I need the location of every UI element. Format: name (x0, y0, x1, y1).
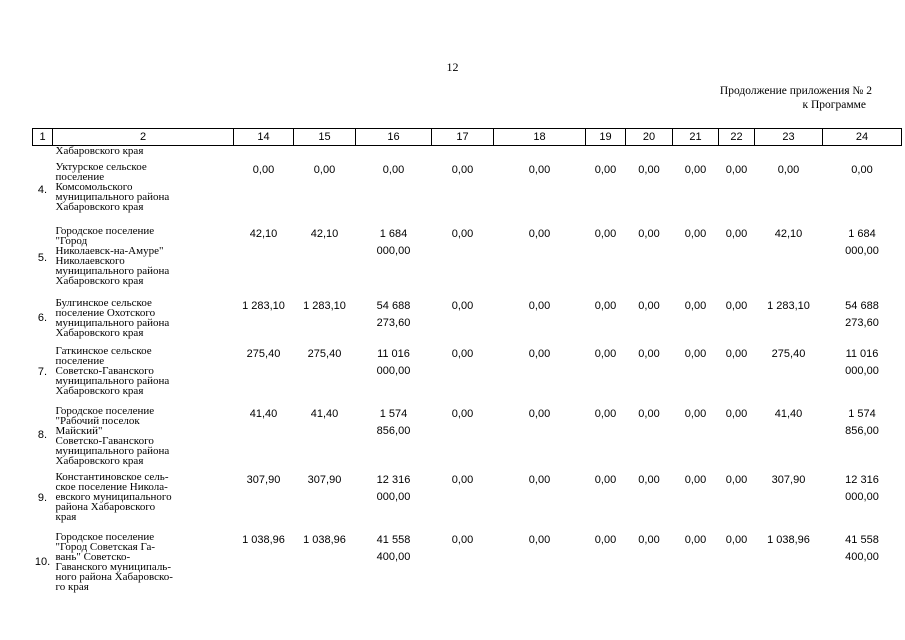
value-line: 0,00 (594, 300, 617, 312)
settlement-name-line: Майский" (55, 425, 103, 437)
settlement-name-line: Хабаровского края (55, 275, 144, 287)
value-cell (356, 222, 432, 294)
value-cell (673, 294, 719, 342)
value-cell (755, 342, 823, 402)
value-line: 0,00 (638, 474, 660, 486)
value-line: 0,00 (851, 164, 873, 176)
settlement-name-line: Хабаровского края (55, 455, 144, 467)
value-cell (755, 294, 823, 342)
value-cell (234, 294, 294, 342)
value-cell (823, 158, 902, 222)
settlement-name-line: Хабаровского края (55, 385, 144, 397)
value-cell (494, 158, 586, 222)
value-cell (719, 342, 755, 402)
value-line: 1 038,96 (242, 534, 285, 546)
value-cell (494, 294, 586, 342)
value-line: 42,10 (310, 228, 339, 240)
value-cell (234, 222, 294, 294)
value-cell (719, 158, 755, 222)
value-line: 275,40 (246, 348, 281, 360)
value-line: 0,00 (725, 228, 748, 240)
value-cell (823, 468, 902, 528)
value-line: 0,00 (638, 228, 660, 240)
value-cell (755, 402, 823, 468)
value-line: 0,00 (528, 300, 551, 312)
settlement-name-line: Николаевск-на-Амуре" (55, 245, 164, 257)
value-line: 1 684 (848, 228, 876, 240)
row-number: 4. (37, 184, 48, 196)
settlement-name-line: муниципального района (55, 445, 170, 457)
settlement-name (53, 222, 234, 294)
value-line: 0,00 (528, 474, 551, 486)
value-cell (673, 528, 719, 596)
value-cell (626, 528, 673, 596)
value-cell (294, 158, 356, 222)
value-cell (823, 294, 902, 342)
value-cell (356, 342, 432, 402)
value-cell (294, 468, 356, 528)
value-line: 0,00 (594, 164, 617, 176)
table-row (33, 528, 902, 596)
value-cell (586, 222, 626, 294)
value-line: 0,00 (451, 408, 474, 420)
value-line: 0,00 (528, 164, 551, 176)
value-cell (294, 342, 356, 402)
value-line: 0,00 (528, 348, 551, 360)
value-line: 54 688 (845, 300, 879, 312)
value-cell (823, 402, 902, 468)
value-line: 0,00 (451, 474, 474, 486)
value-cell (356, 294, 432, 342)
value-cell (432, 222, 494, 294)
value-line: 0,00 (725, 474, 748, 486)
value-cell (586, 294, 626, 342)
value-line: 0,00 (777, 164, 800, 176)
value-line: 0,00 (594, 534, 617, 546)
value-cell (294, 402, 356, 468)
value-cell (356, 158, 432, 222)
row-number: 7. (37, 366, 48, 378)
header-col-15: 15 (294, 129, 356, 146)
value-line: 0,00 (594, 474, 617, 486)
header-col-1: 1 (33, 129, 53, 146)
value-cell (432, 468, 494, 528)
header-col-18: 18 (494, 129, 586, 146)
settlement-name-line: ское поселение Никола- (55, 481, 168, 493)
value-line: 0,00 (725, 534, 748, 546)
row-number: 6. (37, 312, 48, 324)
settlement-name-line: Советско-Гаванского (55, 435, 154, 447)
row-number: 10. (34, 556, 51, 568)
appendix-line-2: к Программе (802, 99, 866, 111)
value-cell (432, 294, 494, 342)
value-line: 307,90 (246, 474, 281, 486)
settlement-name-line: муниципального района (55, 375, 170, 387)
settlement-name-line: Городское поселение (55, 225, 155, 237)
value-line: 275,40 (771, 348, 806, 360)
value-line: 11 016 (377, 348, 410, 360)
value-line: 12 316 (845, 474, 879, 486)
value-line: 1 038,96 (767, 534, 810, 546)
value-line: 0,00 (684, 300, 707, 312)
settlement-name (53, 342, 234, 402)
value-line: 275,40 (307, 348, 342, 360)
table-row (33, 342, 902, 402)
value-cell (719, 294, 755, 342)
value-cell (755, 222, 823, 294)
value-cell (626, 342, 673, 402)
settlement-name (53, 158, 234, 222)
settlement-name-line: Городское поселение (55, 405, 155, 417)
value-line: 1 283,10 (303, 300, 346, 312)
settlement-name-line: края (55, 511, 77, 523)
value-line: 273,60 (845, 317, 879, 329)
settlement-name-line: поселение (55, 355, 105, 367)
header-col-14: 14 (234, 129, 294, 146)
value-line: 1 574 (848, 408, 876, 420)
settlement-name-line: го края (55, 581, 89, 593)
value-line: 0,00 (528, 534, 551, 546)
settlement-name-line: Гаткинское сельское (55, 345, 152, 357)
value-cell (673, 402, 719, 468)
value-cell (755, 158, 823, 222)
value-line: 1 038,96 (303, 534, 346, 546)
value-line: 0,00 (638, 300, 660, 312)
value-line: 0,00 (725, 408, 748, 420)
settlement-name-line: "Город (55, 235, 88, 247)
settlement-name-line: Хабаровского края (55, 327, 144, 339)
value-line: 000,00 (845, 365, 879, 377)
value-line: 42,10 (249, 228, 278, 240)
settlement-name (53, 294, 234, 342)
value-line: 000,00 (845, 245, 879, 257)
value-cell (673, 342, 719, 402)
value-line: 000,00 (845, 491, 879, 503)
value-line: 400,00 (376, 551, 411, 563)
table-row (33, 222, 902, 294)
value-line: 42,10 (774, 228, 803, 240)
table-row (33, 158, 902, 222)
value-cell (234, 342, 294, 402)
value-line: 0,00 (594, 228, 617, 240)
value-line: 0,00 (252, 164, 275, 176)
settlement-name-line: Булгинское сельское (55, 297, 152, 309)
value-line: 0,00 (725, 164, 748, 176)
value-cell (755, 528, 823, 596)
settlement-name-line: Гаванского муниципаль- (55, 561, 171, 573)
value-line: 54 688 (376, 300, 411, 312)
value-line: 0,00 (313, 164, 336, 176)
header-col-20: 20 (626, 129, 673, 146)
value-line: 0,00 (451, 164, 474, 176)
value-line: 12 316 (376, 474, 411, 486)
value-line: 000,00 (376, 245, 411, 257)
value-line: 0,00 (638, 348, 660, 360)
header-col-19: 19 (586, 129, 626, 146)
value-line: 0,00 (725, 300, 748, 312)
header-col-21: 21 (673, 129, 719, 146)
value-line: 0,00 (638, 408, 660, 420)
value-line: 0,00 (594, 408, 617, 420)
row-number: 9. (37, 492, 48, 504)
value-line: 307,90 (307, 474, 342, 486)
value-cell (823, 528, 902, 596)
value-line: 0,00 (684, 534, 707, 546)
value-line: 0,00 (684, 408, 707, 420)
value-line: 0,00 (451, 228, 474, 240)
value-cell (356, 402, 432, 468)
settlement-name-line: района Хабаровского (55, 501, 156, 513)
value-line: 41,40 (249, 408, 278, 420)
value-cell (823, 342, 902, 402)
settlement-name-line: Константиновское сель- (55, 471, 169, 483)
value-cell (494, 528, 586, 596)
value-line: 1 684 (379, 228, 408, 240)
value-line: 0,00 (451, 348, 474, 360)
value-line: 1 283,10 (242, 300, 285, 312)
appendix-line-1: Продолжение приложения № 2 (719, 85, 872, 97)
value-line: 1 574 (379, 408, 408, 420)
settlement-name-line: поселение (55, 171, 105, 183)
header-col-2: 2 (53, 129, 234, 146)
table-row (33, 294, 902, 342)
settlement-name-line: "Рабочий поселок (55, 415, 140, 427)
value-cell (719, 468, 755, 528)
value-line: 0,00 (451, 300, 474, 312)
value-line: 000,00 (376, 491, 411, 503)
value-line: 41,40 (310, 408, 339, 420)
row-number: 5. (37, 252, 48, 264)
value-line: 11 016 (845, 348, 879, 360)
settlement-name-line: Городское поселение (55, 531, 155, 543)
settlement-name-line: муниципального района (55, 191, 170, 203)
value-cell (432, 402, 494, 468)
data-table (32, 128, 902, 596)
value-cell (294, 528, 356, 596)
settlement-name-line: евского муниципального (55, 491, 172, 503)
value-cell (673, 158, 719, 222)
table-row (33, 468, 902, 528)
value-cell (356, 528, 432, 596)
value-line: 0,00 (725, 348, 748, 360)
value-line: 000,00 (376, 365, 411, 377)
settlement-name-line: Уктурское сельское (55, 161, 147, 173)
value-line: 0,00 (528, 228, 551, 240)
value-cell (626, 402, 673, 468)
settlement-name-line: муниципального района (55, 265, 170, 277)
settlement-name (53, 528, 234, 596)
row-number: 8. (37, 429, 48, 441)
value-cell (294, 222, 356, 294)
value-cell (432, 158, 494, 222)
value-line: 0,00 (382, 164, 405, 176)
value-line: 0,00 (684, 228, 707, 240)
value-cell (494, 222, 586, 294)
value-line: 856,00 (376, 425, 411, 437)
value-cell (432, 342, 494, 402)
settlement-name-line: поселение Охотского (55, 307, 156, 319)
value-line: 0,00 (684, 474, 707, 486)
value-cell (626, 222, 673, 294)
table-header-row (33, 129, 902, 146)
settlement-name-line: Советско-Гаванского (55, 365, 154, 377)
value-cell (586, 342, 626, 402)
value-line: 0,00 (528, 408, 551, 420)
value-cell (673, 468, 719, 528)
value-cell (673, 222, 719, 294)
value-line: 0,00 (638, 534, 660, 546)
value-line: 41 558 (376, 534, 411, 546)
settlement-name-line: Николаевского (55, 255, 125, 267)
value-cell (719, 402, 755, 468)
value-cell (494, 468, 586, 528)
value-line: 856,00 (845, 425, 879, 437)
settlement-name-line: "Город Советская Га- (55, 541, 156, 553)
value-cell (626, 294, 673, 342)
value-cell (494, 342, 586, 402)
value-cell (626, 158, 673, 222)
value-line: 1 283,10 (767, 300, 810, 312)
header-col-24: 24 (823, 129, 902, 146)
value-line: 0,00 (451, 534, 474, 546)
value-line: 273,60 (376, 317, 411, 329)
value-cell (586, 402, 626, 468)
header-col-22: 22 (719, 129, 755, 146)
value-cell (586, 468, 626, 528)
value-cell (234, 528, 294, 596)
value-cell (356, 468, 432, 528)
value-cell (626, 468, 673, 528)
continuation-text: Хабаровского края (55, 145, 144, 157)
value-line: 400,00 (845, 551, 879, 563)
value-cell (586, 528, 626, 596)
value-cell (719, 222, 755, 294)
value-cell (234, 468, 294, 528)
value-cell (755, 468, 823, 528)
settlement-name-line: Комсомольского (55, 181, 133, 193)
settlement-name-line: Хабаровского края (55, 201, 144, 213)
header-col-23: 23 (755, 129, 823, 146)
value-cell (294, 294, 356, 342)
value-line: 0,00 (638, 164, 660, 176)
value-cell (586, 158, 626, 222)
continuation-row (33, 146, 902, 159)
header-col-17: 17 (432, 129, 494, 146)
header-col-16: 16 (356, 129, 432, 146)
value-cell (494, 402, 586, 468)
page-number: 12 (446, 60, 459, 74)
settlement-name-line: вань" Советско- (55, 551, 131, 563)
value-line: 0,00 (594, 348, 617, 360)
settlement-name (53, 468, 234, 528)
value-cell (234, 158, 294, 222)
value-cell (823, 222, 902, 294)
value-line: 41,40 (774, 408, 803, 420)
value-line: 41 558 (845, 534, 879, 546)
value-line: 0,00 (684, 348, 707, 360)
settlement-name-line: муниципального района (55, 317, 170, 329)
value-cell (432, 528, 494, 596)
table-row (33, 402, 902, 468)
value-cell (719, 528, 755, 596)
value-cell (234, 402, 294, 468)
settlement-name-line: ного района Хабаровско- (55, 571, 173, 583)
value-line: 0,00 (684, 164, 707, 176)
settlement-name (53, 402, 234, 468)
appendix-caption (720, 84, 872, 112)
value-line: 307,90 (771, 474, 806, 486)
